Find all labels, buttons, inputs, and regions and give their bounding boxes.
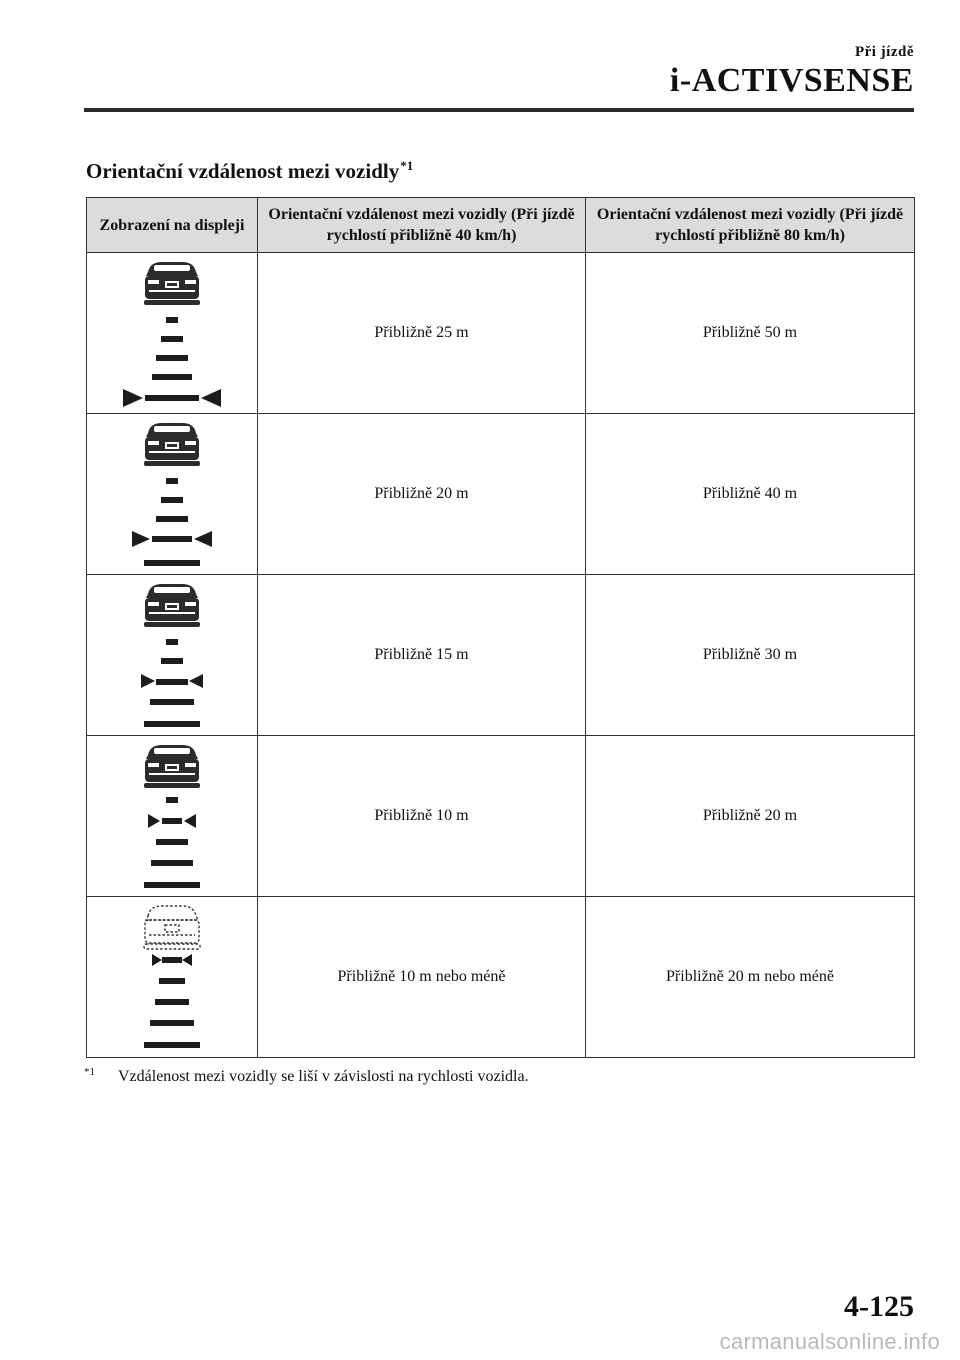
- distance-80-cell: Přibližně 20 m nebo méně: [586, 897, 915, 1058]
- table-row: [87, 253, 915, 414]
- table-row: [87, 897, 915, 1058]
- distance-40-cell: Přibližně 20 m: [258, 414, 586, 575]
- distance-table: [86, 197, 915, 1058]
- distance-40-cell: Přibližně 10 m: [258, 736, 586, 897]
- watermark: carmanualsonline.info: [719, 1329, 940, 1354]
- table-header-row: [87, 198, 915, 253]
- icon-cell: [87, 575, 258, 736]
- distance-level-1-icon: [107, 741, 237, 891]
- section-title: [86, 158, 413, 184]
- distance-80-cell: Přibližně 50 m: [586, 253, 915, 414]
- chapter-label: Při jízdě: [854, 44, 914, 60]
- footnote-ref: *1: [400, 158, 414, 173]
- footnote-mark: [84, 1066, 118, 1086]
- icon-cell: [87, 897, 258, 1058]
- icon-cell: [87, 414, 258, 575]
- icon-cell: [87, 253, 258, 414]
- distance-40-cell: Přibližně 25 m: [258, 253, 586, 414]
- distance-level-2-icon: [107, 580, 237, 730]
- distance-40-cell: Přibližně 15 m: [258, 575, 586, 736]
- distance-level-4-icon: [107, 258, 237, 408]
- header-rule: [84, 108, 914, 112]
- distance-level-0-dashed-icon: [107, 902, 237, 1052]
- page-number: 4-125: [844, 1290, 914, 1323]
- table-row: [87, 575, 915, 736]
- distance-level-3-icon: [107, 419, 237, 569]
- distance-80-cell: Přibližně 40 m: [586, 414, 915, 575]
- col-header-40: Orientační vzdálenost mezi vozidly (Při jízdě rychlostí přibližně 40 km/h): [258, 198, 586, 253]
- col-header-80: Orientační vzdálenost mezi vozidly (Při jízdě rychlostí přibližně 80 km/h): [586, 198, 915, 253]
- distance-40-cell: Přibližně 10 m nebo méně: [258, 897, 586, 1058]
- section-heading: i-ACTIVSENSE: [669, 62, 914, 99]
- distance-80-cell: Přibližně 20 m: [586, 736, 915, 897]
- footnote-mark-text: *1: [84, 1066, 95, 1078]
- section-title-text: Orientační vzdálenost mezi vozidly: [86, 159, 400, 183]
- footnote: [84, 1066, 529, 1086]
- table-row: [87, 414, 915, 575]
- icon-cell: [87, 736, 258, 897]
- table-row: [87, 736, 915, 897]
- col-header-display: Zobrazení na displeji: [87, 198, 258, 253]
- footnote-text: Vzdálenost mezi vozidly se liší v závislosti na rychlosti vozidla.: [118, 1068, 529, 1085]
- distance-80-cell: Přibližně 30 m: [586, 575, 915, 736]
